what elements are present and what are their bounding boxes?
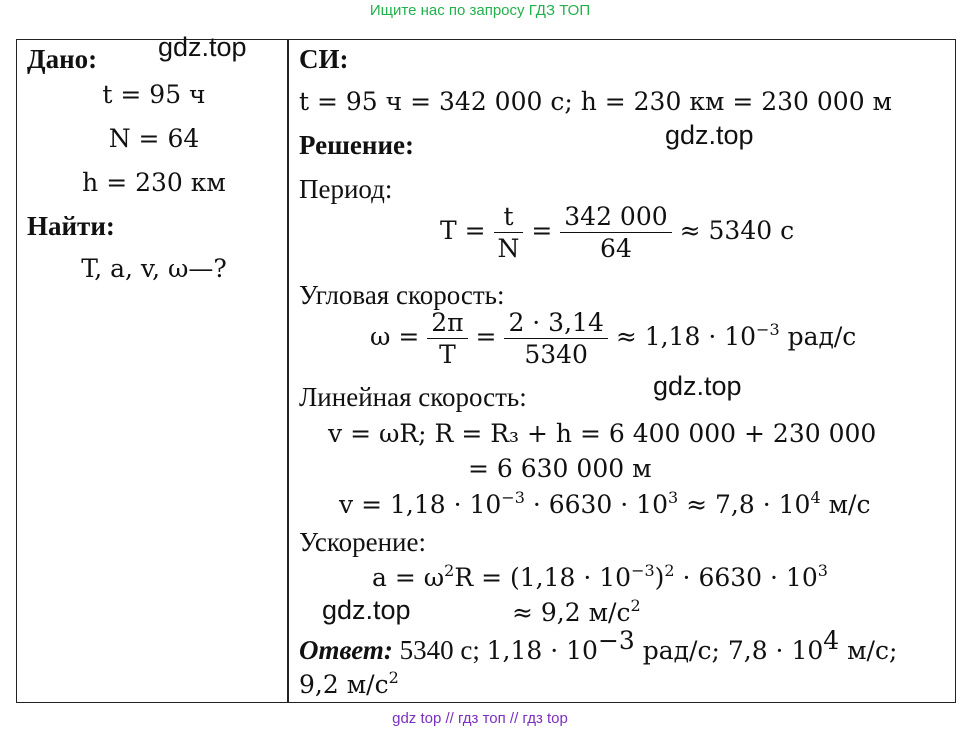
linear-line-1: v = ωR; R = R₃ + h = 6 400 000 + 230 000 bbox=[328, 419, 877, 448]
watermark-4: gdz.top bbox=[322, 595, 411, 625]
accel-label: Ускорение: bbox=[299, 527, 426, 557]
accel-line-1: $a = \omega^2R = (1,18 \cdot 10^{-3})^2 \cdot 6630 \cdot 10^3$ bbox=[372, 561, 828, 592]
answer-line-2: 9,2 $м/с^2$ bbox=[299, 668, 399, 699]
given-title: Дано: bbox=[27, 44, 98, 74]
header-banner: Ищите нас по запросу ГДЗ ТОП bbox=[369, 2, 591, 19]
find-title: Найти: bbox=[27, 211, 115, 241]
accel-line-2: ≈ 9,2 $м/с^2$ bbox=[512, 596, 641, 627]
si-line: t = 95 ч = 342 000 с; h = 230 км = 230 000 м bbox=[299, 87, 893, 116]
si-title: СИ: bbox=[299, 44, 349, 74]
angular-label: Угловая скорость: bbox=[299, 280, 505, 310]
given-line-h: h = 230 км bbox=[82, 168, 226, 197]
linear-line-2: = 6 630 000 м bbox=[468, 454, 652, 483]
answer-line-1: Ответ: 5340 с; $1,18 \cdot 10^{-3}$ рад/с; $7,8 \cdot 10^4$ м/с; bbox=[299, 626, 898, 665]
watermark-1: gdz.top bbox=[158, 32, 247, 62]
period-label: Период: bbox=[299, 174, 393, 204]
footer-banner: gdz top // гдз топ // гдз top bbox=[392, 710, 568, 727]
linear-line-3: $v = 1,18 \cdot 10^{-3} \cdot 6630 \cdot 10^3 \approx 7,8 \cdot 10^4$ м/с bbox=[339, 488, 871, 519]
watermark-2: gdz.top bbox=[665, 120, 754, 150]
period-formula: T = $\frac{t}{N}$ = $\frac{342 000}{64}$ ≈ 5340 с bbox=[440, 202, 795, 263]
watermark-3: gdz.top bbox=[653, 371, 742, 401]
given-line-n: N = 64 bbox=[108, 124, 200, 153]
linear-label: Линейная скорость: bbox=[299, 382, 527, 412]
given-line-t: t = 95 ч bbox=[102, 80, 206, 109]
column-divider bbox=[287, 39, 289, 703]
solution-title: Решение: bbox=[299, 130, 414, 160]
angular-formula: ω = $\frac{2\pi}{T}$ = $\frac{2 \cdot 3,14}{5340}$ ≈ $1,18 \cdot 10^{-3}$ рад/с bbox=[370, 308, 857, 369]
find-values: T, a, v, ω—? bbox=[81, 254, 227, 283]
